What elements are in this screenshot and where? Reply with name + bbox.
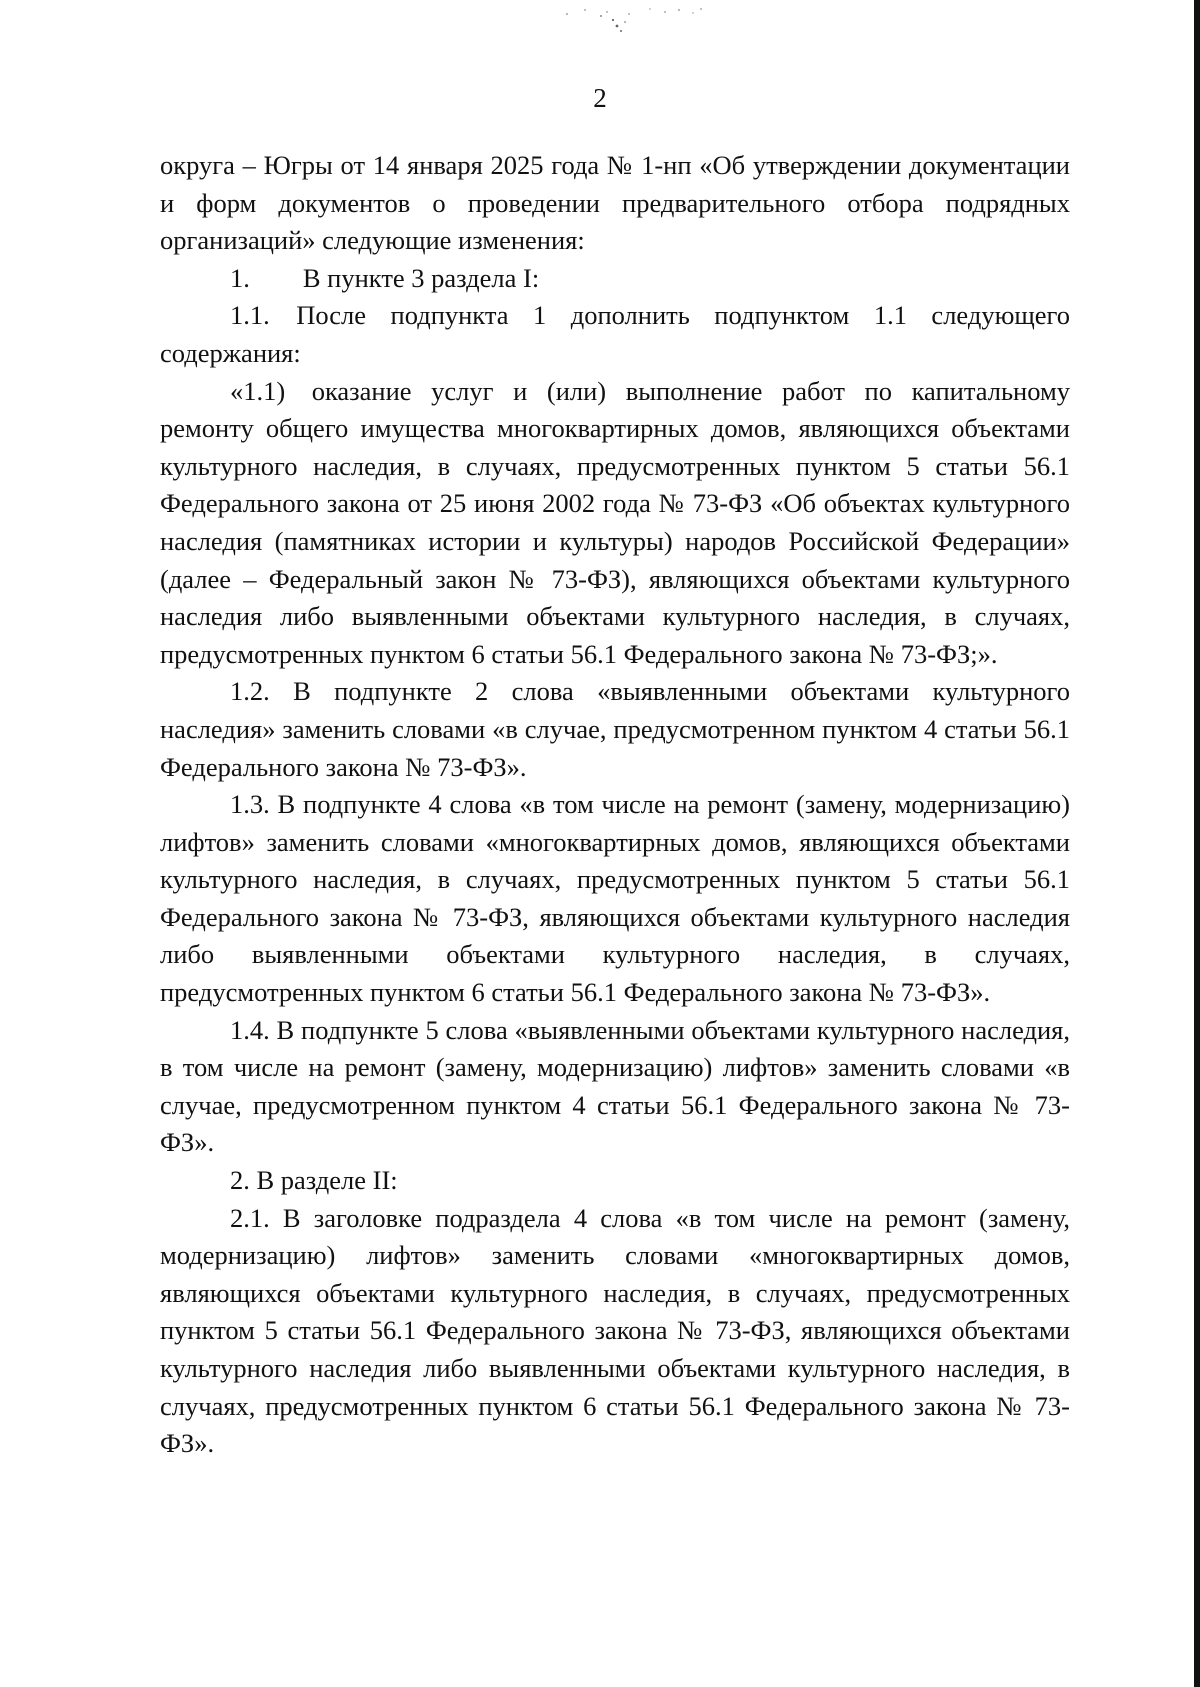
- paragraph-intro-continuation: округа – Югры от 14 января 2025 года № 1-нп «Об утверждении документации и форм документов о проведении предварительного отбора подрядных организаций» следующие изменения:: [160, 150, 1070, 256]
- paragraph-item-1-1: 1.1. После подпункта 1 дополнить подпунктом 1.1 следующего содержания:: [160, 300, 1070, 368]
- paragraph-item-2-1: 2.1. В заголовке подраздела 4 слова «в том числе на ремонт (замену, модернизацию) лифтов» заменить словами «многоквартирных домов, являющихся объектами культурного наследия, в случаях, предусмотренных пунктом 5 статьи 56.1 Федерального закона № 73-ФЗ, являющихся объектами культурного наследия либо выявленными объектами культурного наследия, в случаях, предусмотренных пунктом 6 статьи 56.1 Федерального закона № 73-ФЗ».: [160, 1202, 1070, 1459]
- paragraph-item-2: 2. В разделе II:: [230, 1165, 398, 1196]
- page-number: 2: [593, 83, 607, 113]
- paragraph-quoted-subitem-1-1: «1.1) оказание услуг и (или) выполнение работ по капитальному ремонту общего имущества многоквартирных домов, являющихся объектами культурного наследия, в случаях, предусмотренных пунктом 5 статьи 56.1 Федерального закона от 25 июня 2002 года № 73-ФЗ «Об объектах культурного наследия (памятниках истории и культуры) народов Российской Федерации» (далее – Федеральный закон № 73-ФЗ), являющихся объектами культурного наследия либо выявленными объектами культурного наследия, в случаях, предусмотренных пунктом 6 статьи 56.1 Федерального закона № 73-ФЗ;».: [160, 375, 1070, 669]
- paragraph-item-1-2: 1.2. В подпункте 2 слова «выявленными объектами культурного наследия» заменить словами «в случае, предусмотренном пунктом 4 статьи 56.1 Федерального закона № 73-ФЗ».: [160, 676, 1070, 782]
- paragraph-item-1: 1. В пункте 3 раздела I:: [230, 262, 540, 293]
- paragraph-item-1-4: 1.4. В подпункте 5 слова «выявленными объектами культурного наследия, в том числе на ремонт (замену, модернизацию) лифтов» заменить словами «в случае, предусмотренном пунктом 4 статьи 56.1 Федерального закона № 73-ФЗ».: [160, 1014, 1070, 1158]
- scan-noise-specks: [555, 4, 715, 38]
- document-body: [160, 147, 1070, 1463]
- scan-border-edge: [1194, 0, 1200, 1687]
- paragraph-item-1-3: 1.3. В подпункте 4 слова «в том числе на ремонт (замену, модернизацию) лифтов» заменить словами «многоквартирных домов, являющихся объектами культурного наследия, в случаях, предусмотренных пунктом 5 статьи 56.1 Федерального закона № 73-ФЗ, являющихся объектами культурного наследия либо выявленными объектами культурного наследия, в случаях, предусмотренных пунктом 6 статьи 56.1 Федерального закона № 73-ФЗ».: [160, 789, 1070, 1008]
